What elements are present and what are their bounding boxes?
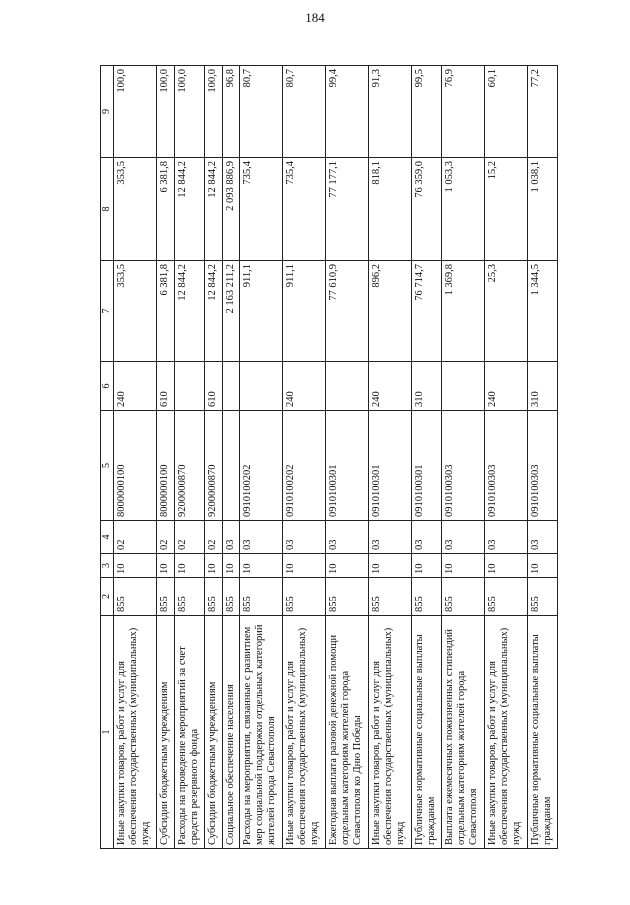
- cell-admin-code: 855: [325, 578, 368, 616]
- cell-executed: 1 053,3: [441, 158, 484, 261]
- table-row: [368, 66, 411, 849]
- cell-percent: 100,0: [174, 66, 204, 158]
- cell-executed: 76 359,0: [411, 158, 441, 261]
- cell-percent: 76,9: [441, 66, 484, 158]
- cell-percent: 100,0: [156, 66, 174, 158]
- cell-expense-type: [174, 362, 204, 411]
- cell-admin-code: 855: [527, 578, 557, 616]
- cell-name: Иные закупки товаров, работ и услуг для обеспечения государственных (муниципальных) нужд: [283, 616, 326, 849]
- table-row: [441, 66, 484, 849]
- cell-percent: 80,7: [283, 66, 326, 158]
- cell-target-article: 0910100202: [240, 411, 283, 521]
- cell-target-article: 9200000870: [174, 411, 204, 521]
- cell-name: Ежегодная выплата разовой денежной помощи отдельным категориям жителей города Севастополя ко Дню Победы: [325, 616, 368, 849]
- cell-percent: 77,2: [527, 66, 557, 158]
- cell-expense-type: 240: [484, 362, 527, 411]
- cell-percent: 60,1: [484, 66, 527, 158]
- cell-expense-type: [325, 362, 368, 411]
- cell-planned: 1 369,8: [441, 261, 484, 362]
- cell-section: 10: [174, 554, 204, 578]
- cell-percent: 99,5: [411, 66, 441, 158]
- cell-section: 10: [114, 554, 157, 578]
- cell-percent: 100,0: [204, 66, 222, 158]
- cell-executed: 12 844,2: [204, 158, 222, 261]
- cell-admin-code: 855: [114, 578, 157, 616]
- cell-percent: 91,3: [368, 66, 411, 158]
- table-row: [114, 66, 157, 849]
- table-row: [204, 66, 222, 849]
- cell-executed: 735,4: [240, 158, 283, 261]
- cell-expense-type: [222, 362, 240, 411]
- cell-section: 10: [283, 554, 326, 578]
- cell-name: Субсидии бюджетным учреждениям: [156, 616, 174, 849]
- cell-admin-code: 855: [368, 578, 411, 616]
- cell-section: 10: [411, 554, 441, 578]
- col-header: 1: [101, 616, 114, 849]
- cell-percent: 96,8: [222, 66, 240, 158]
- cell-target-article: [222, 411, 240, 521]
- cell-section: 10: [204, 554, 222, 578]
- cell-target-article: 8000000100: [114, 411, 157, 521]
- cell-admin-code: 855: [240, 578, 283, 616]
- cell-admin-code: 855: [484, 578, 527, 616]
- cell-section: 10: [325, 554, 368, 578]
- cell-name: Иные закупки товаров, работ и услуг для обеспечения государственных (муниципальных) нужд: [114, 616, 157, 849]
- cell-section: 10: [368, 554, 411, 578]
- table-row: [527, 66, 557, 849]
- col-header: 5: [101, 411, 114, 521]
- table-row: [156, 66, 174, 849]
- cell-name: Расходы на проведение мероприятий за счет средств резервного фонда: [174, 616, 204, 849]
- cell-expense-type: 240: [368, 362, 411, 411]
- cell-subsection: 02: [204, 521, 222, 554]
- cell-admin-code: 855: [174, 578, 204, 616]
- cell-admin-code: 855: [204, 578, 222, 616]
- cell-executed: 735,4: [283, 158, 326, 261]
- table-row: [411, 66, 441, 849]
- cell-name: Субсидии бюджетным учреждениям: [204, 616, 222, 849]
- cell-subsection: 03: [527, 521, 557, 554]
- cell-expense-type: 310: [411, 362, 441, 411]
- cell-section: 10: [240, 554, 283, 578]
- cell-name: Иные закупки товаров, работ и услуг для обеспечения государственных (муниципальных) нужд: [368, 616, 411, 849]
- rotated-table-area: [100, 66, 558, 849]
- cell-expense-type: 310: [527, 362, 557, 411]
- cell-target-article: 0910100303: [484, 411, 527, 521]
- cell-subsection: 03: [368, 521, 411, 554]
- cell-planned: 2 163 211,2: [222, 261, 240, 362]
- cell-section: 10: [222, 554, 240, 578]
- cell-admin-code: 855: [283, 578, 326, 616]
- table-row: [240, 66, 283, 849]
- cell-section: 10: [527, 554, 557, 578]
- cell-expense-type: 610: [204, 362, 222, 411]
- col-header: 8: [101, 158, 114, 261]
- cell-percent: 99,4: [325, 66, 368, 158]
- cell-admin-code: 855: [222, 578, 240, 616]
- cell-target-article: 0910100202: [283, 411, 326, 521]
- cell-subsection: 03: [283, 521, 326, 554]
- cell-target-article: 0910100301: [325, 411, 368, 521]
- col-header: 9: [101, 66, 114, 158]
- col-header: 4: [101, 521, 114, 554]
- cell-target-article: 0910100301: [368, 411, 411, 521]
- cell-subsection: 03: [240, 521, 283, 554]
- cell-planned: 896,2: [368, 261, 411, 362]
- cell-admin-code: 855: [411, 578, 441, 616]
- cell-section: 10: [156, 554, 174, 578]
- table-row: [174, 66, 204, 849]
- cell-subsection: 02: [174, 521, 204, 554]
- cell-expense-type: [240, 362, 283, 411]
- cell-planned: 76 714,7: [411, 261, 441, 362]
- cell-planned: 353,5: [114, 261, 157, 362]
- cell-name: Выплата ежемесячных пожизненных стипендий отдельным категориям жителей города Севастополя: [441, 616, 484, 849]
- cell-planned: 6 381,8: [156, 261, 174, 362]
- cell-admin-code: 855: [156, 578, 174, 616]
- cell-target-article: 9200000870: [204, 411, 222, 521]
- cell-planned: 12 844,2: [174, 261, 204, 362]
- table-header-row: [101, 66, 114, 849]
- cell-expense-type: 240: [114, 362, 157, 411]
- cell-subsection: 03: [222, 521, 240, 554]
- table-row: [283, 66, 326, 849]
- cell-executed: 12 844,2: [174, 158, 204, 261]
- cell-name: Расходы на мероприятия, связанные с развитием мер социальной поддержки отдельных категорий жителей города Севастополя: [240, 616, 283, 849]
- table-row: [222, 66, 240, 849]
- cell-admin-code: 855: [441, 578, 484, 616]
- cell-executed: 353,5: [114, 158, 157, 261]
- cell-subsection: 02: [156, 521, 174, 554]
- cell-executed: 818,1: [368, 158, 411, 261]
- rotated-table-frame: [100, 66, 558, 849]
- cell-subsection: 03: [325, 521, 368, 554]
- cell-name: Социальное обеспечение населения: [222, 616, 240, 849]
- cell-planned: 25,3: [484, 261, 527, 362]
- cell-expense-type: 610: [156, 362, 174, 411]
- cell-target-article: 0910100301: [411, 411, 441, 521]
- cell-percent: 100,0: [114, 66, 157, 158]
- cell-planned: 1 344,5: [527, 261, 557, 362]
- table-body: [114, 66, 558, 849]
- cell-subsection: 02: [114, 521, 157, 554]
- col-header: 6: [101, 362, 114, 411]
- cell-name: Публичные нормативные социальные выплаты гражданам: [411, 616, 441, 849]
- cell-subsection: 03: [441, 521, 484, 554]
- table-row: [325, 66, 368, 849]
- cell-expense-type: 240: [283, 362, 326, 411]
- cell-target-article: 0910100303: [441, 411, 484, 521]
- cell-executed: 15,2: [484, 158, 527, 261]
- col-header: 7: [101, 261, 114, 362]
- cell-planned: 911,1: [240, 261, 283, 362]
- page-number: 184: [305, 10, 325, 25]
- cell-planned: 911,1: [283, 261, 326, 362]
- cell-name: Иные закупки товаров, работ и услуг для обеспечения государственных (муниципальных) нужд: [484, 616, 527, 849]
- cell-executed: 77 177,1: [325, 158, 368, 261]
- cell-percent: 80,7: [240, 66, 283, 158]
- table-row: [484, 66, 527, 849]
- cell-executed: 6 381,8: [156, 158, 174, 261]
- cell-name: Публичные нормативные социальные выплаты гражданам: [527, 616, 557, 849]
- col-header: 3: [101, 554, 114, 578]
- cell-section: 10: [441, 554, 484, 578]
- cell-target-article: 0910100303: [527, 411, 557, 521]
- cell-executed: 1 038,1: [527, 158, 557, 261]
- cell-planned: 77 610,9: [325, 261, 368, 362]
- budget-execution-table: [100, 65, 558, 849]
- cell-section: 10: [484, 554, 527, 578]
- cell-subsection: 03: [484, 521, 527, 554]
- cell-executed: 2 093 886,9: [222, 158, 240, 261]
- cell-expense-type: [441, 362, 484, 411]
- cell-subsection: 03: [411, 521, 441, 554]
- cell-planned: 12 844,2: [204, 261, 222, 362]
- cell-target-article: 8000000100: [156, 411, 174, 521]
- col-header: 2: [101, 578, 114, 616]
